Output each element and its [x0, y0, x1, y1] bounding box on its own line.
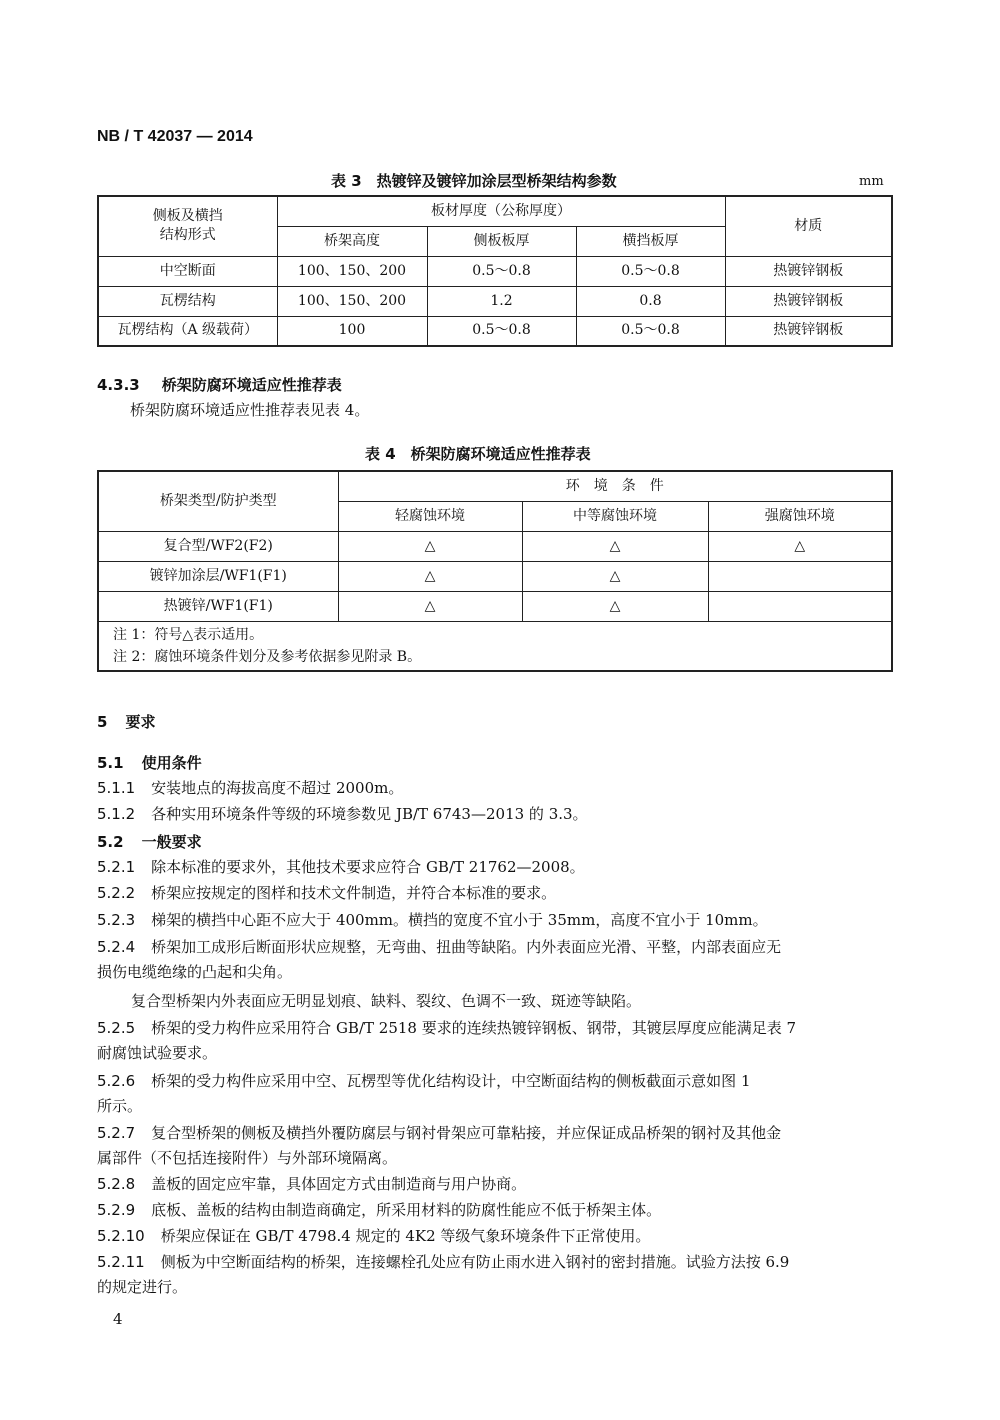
clause-text: 桥架的受力构件应采用符合 GB/T 2518 要求的连续热镀锌钢板、钢带，其镀层厚度应能满足表 7 — [151, 1019, 797, 1037]
clause-number: 5.2.1 — [97, 858, 136, 876]
table4-header-mid: 中等腐蚀环境 — [522, 501, 708, 531]
table3-header-height: 桥架高度 — [277, 226, 427, 256]
table3-cell-material: 热镀锌钢板 — [725, 256, 892, 286]
section-title: 一般要求 — [141, 833, 202, 851]
table4-cell-type: 镀锌加涂层/WF1(F1) — [98, 561, 338, 591]
clause-number: 5.2.8 — [97, 1175, 136, 1193]
table4-header-env: 环 境 条 件 — [338, 471, 892, 501]
clause-text: 桥架应按规定的图样和技术文件制造，并符合本标准的要求。 — [151, 884, 557, 902]
table3-cell-height: 100 — [277, 316, 427, 346]
table4-cell-light: △ — [338, 531, 522, 561]
table4-cell-light: △ — [338, 591, 522, 621]
table3-cell-height: 100、150、200 — [277, 256, 427, 286]
table4-caption: 表 4 桥架防腐环境适应性推荐表 — [365, 445, 591, 463]
section-title: 使用条件 — [141, 754, 202, 772]
clause-5-2-8 — [97, 1172, 887, 1197]
clause-number: 5.2.10 — [97, 1227, 145, 1245]
table4-notes — [98, 621, 892, 671]
table3-cell-side: 0.5～0.8 — [427, 256, 576, 286]
clause-text: 桥架应保证在 GB/T 4798.4 规定的 4K2 等级气象环境条件下正常使用。 — [160, 1227, 651, 1245]
clause-5-2-6 — [97, 1069, 887, 1119]
clause-number: 5.2.4 — [97, 938, 136, 956]
table4-note-2: 注 2：腐蚀环境条件划分及参考依据参见附录 B。 — [113, 648, 422, 665]
clause-number: 5.1.2 — [97, 805, 136, 823]
table3-cell-form: 中空断面 — [98, 256, 277, 286]
table3-header-cross: 横挡板厚 — [576, 226, 725, 256]
table4 — [97, 470, 893, 672]
clause-5-2-1 — [97, 855, 887, 880]
table4-cell-strong — [708, 561, 892, 591]
clause-text: 桥架的受力构件应采用中空、瓦楞型等优化结构设计，中空断面结构的侧板截面示意如图 1 — [151, 1072, 751, 1090]
section-5-2-heading — [97, 831, 202, 852]
clause-number: 5.2.9 — [97, 1201, 136, 1219]
table-row — [98, 531, 892, 561]
clause-5-2-9 — [97, 1198, 887, 1223]
clause-text: 底板、盖板的结构由制造商确定，所采用材料的防腐性能应不低于桥架主体。 — [151, 1201, 662, 1219]
section-5-1-heading — [97, 752, 202, 773]
section-title: 要求 — [125, 713, 156, 731]
table-row — [98, 286, 892, 316]
clause-text: 侧板为中空断面结构的桥架，连接螺栓孔处应有防止雨水进入钢衬的密封措施。试验方法按 6.9 — [160, 1253, 790, 1271]
clause-text: 复合型桥架的侧板及横挡外覆防腐层与钢衬骨架应可靠粘接，并应保证成品桥架的钢衬及其他金 — [151, 1124, 782, 1142]
clause-5-2-10 — [97, 1224, 887, 1249]
clause-5-2-11 — [97, 1250, 887, 1300]
section-title: 桥架防腐环境适应性推荐表 — [161, 376, 342, 394]
section-number: 5.2 — [97, 833, 124, 851]
clause-text: 梯架的横挡中心距不应大于 400mm。横挡的宽度不宜小于 35mm，高度不宜小于 10mm。 — [151, 911, 768, 929]
clause-text-continued: 损伤电缆绝缘的凸起和尖角。 — [97, 963, 293, 981]
table4-note-1: 注 1：符号△表示适用。 — [113, 626, 264, 643]
section-4-3-3-text: 桥架防腐环境适应性推荐表见表 4。 — [130, 401, 370, 419]
section-4-3-3-heading — [97, 374, 342, 395]
section-5-heading — [97, 711, 155, 732]
table3-cell-cross: 0.8 — [576, 286, 725, 316]
clause-text: 桥架加工成形后断面形状应规整，无弯曲、扭曲等缺陷。内外表面应光滑、平整，内部表面应无 — [151, 938, 782, 956]
table4-header-strong: 强腐蚀环境 — [708, 501, 892, 531]
table4-cell-strong: △ — [708, 531, 892, 561]
table3-unit: mm — [859, 174, 884, 189]
table4-header-type: 桥架类型/防护类型 — [98, 471, 338, 531]
table4-cell-light: △ — [338, 561, 522, 591]
clause-5-2-3 — [97, 908, 887, 933]
clause-5-2-4 — [97, 935, 887, 1014]
table3-header-material: 材质 — [725, 196, 892, 256]
section-number: 4.3.3 — [97, 376, 140, 394]
table4-cell-mid: △ — [522, 561, 708, 591]
clause-5-2-2 — [97, 881, 887, 906]
clause-text-continued: 属部件（不包括连接附件）与外部环境隔离。 — [97, 1149, 398, 1167]
clause-number: 5.2.3 — [97, 911, 136, 929]
table3-cell-height: 100、150、200 — [277, 286, 427, 316]
table3-cell-side: 1.2 — [427, 286, 576, 316]
table4-cell-mid: △ — [522, 531, 708, 561]
clause-5-1-2 — [97, 802, 887, 827]
table-row — [98, 316, 892, 346]
table3-caption: 表 3 热镀锌及镀锌加涂层型桥架结构参数 — [331, 172, 617, 190]
table3-header-thickness: 板材厚度（公称厚度） — [277, 196, 725, 226]
clause-text-continued: 所示。 — [97, 1097, 143, 1115]
clause-text-extra: 复合型桥架内外表面应无明显划痕、缺料、裂纹、色调不一致、斑迹等缺陷。 — [131, 992, 642, 1010]
clause-number: 5.2.6 — [97, 1072, 136, 1090]
clause-5-2-5 — [97, 1016, 887, 1066]
table3-cell-form: 瓦楞结构（A 级载荷） — [98, 316, 277, 346]
table-row — [98, 561, 892, 591]
table3-cell-material: 热镀锌钢板 — [725, 316, 892, 346]
section-number: 5.1 — [97, 754, 124, 772]
clause-5-2-7 — [97, 1121, 887, 1171]
page-number: 4 — [113, 1310, 123, 1328]
table3-cell-cross: 0.5～0.8 — [576, 256, 725, 286]
clause-text: 除本标准的要求外，其他技术要求应符合 GB/T 21762—2008。 — [151, 858, 585, 876]
table-row — [98, 256, 892, 286]
table4-cell-strong — [708, 591, 892, 621]
clause-text: 安装地点的海拔高度不超过 2000m。 — [151, 779, 404, 797]
table4-cell-type: 复合型/WF2(F2) — [98, 531, 338, 561]
clause-text: 各种实用环境条件等级的环境参数见 JB/T 6743—2013 的 3.3。 — [151, 805, 588, 823]
table-row — [98, 591, 892, 621]
clause-5-1-1 — [97, 776, 887, 801]
table3-cell-form: 瓦楞结构 — [98, 286, 277, 316]
table3-header-side: 侧板板厚 — [427, 226, 576, 256]
document-header: NB / T 42037 — 2014 — [97, 128, 253, 145]
clause-number: 5.2.5 — [97, 1019, 136, 1037]
clause-text: 盖板的固定应牢靠，具体固定方式由制造商与用户协商。 — [151, 1175, 527, 1193]
table3-cell-material: 热镀锌钢板 — [725, 286, 892, 316]
table3 — [97, 195, 893, 347]
table3-header-form: 侧板及横挡 结构形式 — [98, 196, 277, 256]
table4-cell-type: 热镀锌/WF1(F1) — [98, 591, 338, 621]
table3-cell-side: 0.5～0.8 — [427, 316, 576, 346]
clause-text-continued: 的规定进行。 — [97, 1278, 188, 1296]
section-number: 5 — [97, 713, 108, 731]
clause-number: 5.2.11 — [97, 1253, 145, 1271]
clause-text-continued: 耐腐蚀试验要求。 — [97, 1044, 218, 1062]
table4-cell-mid: △ — [522, 591, 708, 621]
clause-number: 5.2.7 — [97, 1124, 136, 1142]
table3-cell-cross: 0.5～0.8 — [576, 316, 725, 346]
clause-number: 5.1.1 — [97, 779, 136, 797]
clause-number: 5.2.2 — [97, 884, 136, 902]
table4-header-light: 轻腐蚀环境 — [338, 501, 522, 531]
